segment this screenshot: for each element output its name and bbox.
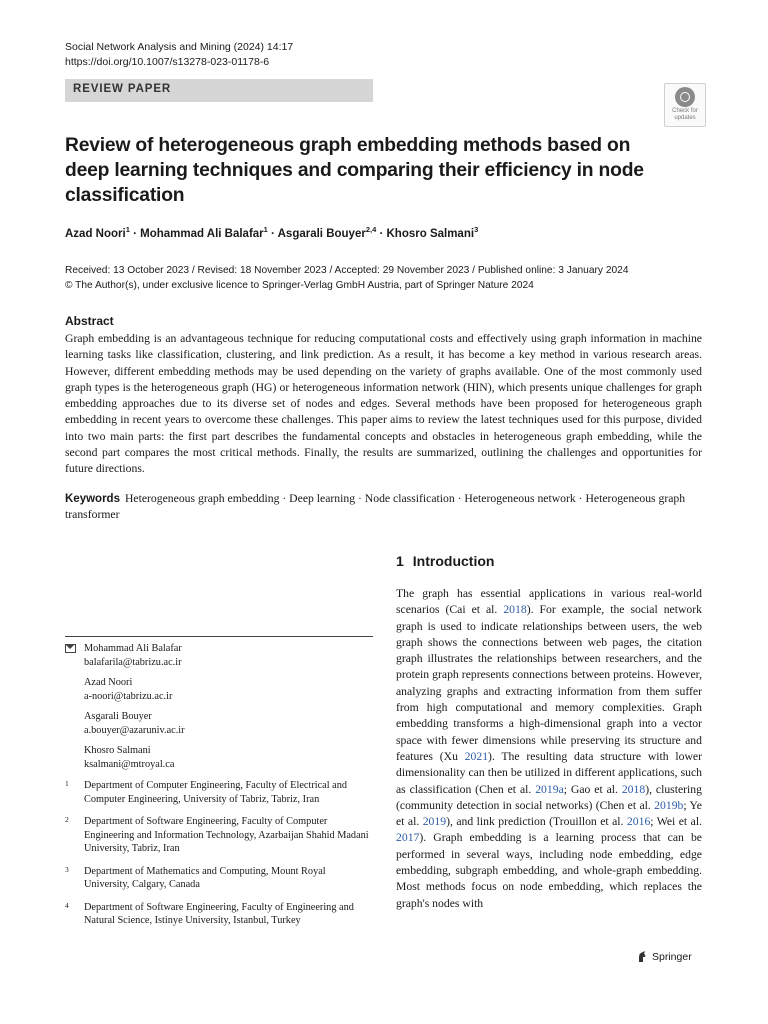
author-list xyxy=(65,225,478,240)
affiliation-text: Department of Software Engineering, Faculty of Computer Engineering and Information Technology, Azarbaijan Shahid Madani University, Tabriz, Iran xyxy=(84,816,369,854)
contact-entry xyxy=(84,642,374,670)
affiliation-entry xyxy=(65,779,373,806)
publication-dates: Received: 13 October 2023 / Revised: 18 November 2023 / Accepted: 29 November 2023 / Published online: 3 January 2024 xyxy=(65,265,629,276)
keywords-heading: Keywords xyxy=(65,493,120,505)
check-updates-line-2: updates xyxy=(674,114,696,121)
journal-citation: Social Network Analysis and Mining (2024) 14:17 xyxy=(65,41,294,53)
affiliation-text: Department of Mathematics and Computing, Mount Royal University, Calgary, Canada xyxy=(84,865,326,890)
doi-link[interactable]: https://doi.org/10.1007/s13278-023-01178-6 xyxy=(65,56,270,68)
journal-header xyxy=(65,40,293,70)
body-text: The graph has essential applications in various real-world scenarios (Cai et al. xyxy=(396,587,702,617)
affiliation-number: 2 xyxy=(65,815,69,824)
body-text: ). The resulting data structure with lower dimensionality can then be utilized in different applications, such as classification (Chen et al. xyxy=(396,749,702,796)
body-text: ), clustering (community detection in social networks) (Chen et al. xyxy=(396,782,702,812)
author-separator: · xyxy=(129,227,141,240)
author-name[interactable]: Azad Noori xyxy=(65,227,126,240)
body-text: ), and link prediction (Trouillon et al. xyxy=(446,815,627,829)
affiliation-number: 1 xyxy=(65,779,69,788)
author-affiliation-mark: 1 xyxy=(263,225,268,234)
contact-name: Asgarali Bouyer xyxy=(84,711,152,722)
citation-link[interactable]: 2016 xyxy=(626,815,651,829)
copyright-line: © The Author(s), under exclusive licence to Springer-Verlag GmbH Austria, part of Springer Nature 2024 xyxy=(65,279,534,291)
check-updates-line-1: Check for xyxy=(672,108,698,114)
author-separator: · xyxy=(376,227,387,240)
introduction-text xyxy=(396,586,702,912)
keywords-block xyxy=(65,491,702,524)
affiliation-text: Department of Software Engineering, Faculty of Engineering and Natural Science, Istinye University, Istanbul, Turkey xyxy=(84,901,354,926)
keywords-text: Heterogeneous graph embedding · Deep learning · Node classification · Heterogeneous network · Heterogeneous graph transformer xyxy=(65,492,686,522)
publication-info xyxy=(65,264,629,293)
affiliation-number: 3 xyxy=(65,864,69,874)
contact-list xyxy=(84,642,374,778)
check-for-updates-badge[interactable] xyxy=(664,83,706,127)
author-name[interactable]: Khosro Salmani xyxy=(386,227,475,240)
abstract-text: Graph embedding is an advantageous technique for reducing computational costs and effectively using graph information in machine learning tasks like classification, clustering, and link prediction. As a result, it has become a key method in various research areas. However, different embedding methods may be used depending on the variety of graphs available. One of the most commonly used graph types is the heterogeneous graph (HG) or heterogeneous information network (HIN), which presents unique challenges for graph embedding approaches due to its diverse set of nodes and edges. Several methods have been proposed for heterogeneous graph embedding in recent years to overcome these challenges. This paper aims to review the latest techniques used for this purpose, divided into two main parts: the first part describes the fundamental concepts and obstacles in heterogeneous graph embedding, while the second part compares the most critical methods. Finally, the results are summarized, outlining the challenges and opportunities for future directions. xyxy=(65,332,702,476)
envelope-icon xyxy=(65,644,76,653)
section-label: REVIEW PAPER xyxy=(73,83,172,95)
citation-link[interactable]: 2018 xyxy=(503,603,527,617)
check-updates-icon xyxy=(675,87,695,107)
contact-entry xyxy=(84,744,374,772)
author-affiliation-mark: 3 xyxy=(474,225,479,234)
publisher-logo xyxy=(637,951,692,963)
contact-entry xyxy=(84,710,374,738)
body-text: ; Wei et al. xyxy=(650,815,702,829)
paper-title: Review of heterogeneous graph embedding methods based on deep learning techniques and comparing their efficiency in node classification xyxy=(65,135,644,206)
citation-link[interactable]: 2021 xyxy=(464,749,489,763)
author-separator: · xyxy=(267,227,278,240)
contact-name: Khosro Salmani xyxy=(84,745,151,756)
citation-link[interactable]: 2017 xyxy=(396,831,420,845)
contact-name: Mohammad Ali Balafar xyxy=(84,643,182,654)
section-number: 1 xyxy=(396,553,404,569)
contact-name: Azad Noori xyxy=(84,677,133,688)
citation-link[interactable]: 2019b xyxy=(654,798,684,812)
contact-email[interactable]: ksalmani@mtroyal.ca xyxy=(84,759,175,770)
author-affiliation-mark: 2,4 xyxy=(365,225,377,234)
section-banner xyxy=(65,79,373,102)
body-text: ; Ye et al. xyxy=(396,798,702,829)
citation-link[interactable]: 2018 xyxy=(621,782,646,796)
affiliation-entry xyxy=(65,901,373,928)
body-text: ). For example, the social network graph is used to indicate relationships between users, the web graph shows the connections between web pages, the citation graph illustrates the relationships between researchers, and the protein graph represents connections between proteins. However, analyzing graphs and extracting information from them suffer from high computational and memory complexities. Graph embedding transforms a high-dimensional graph into a vector space with fewer dimensions while preserving its structure and features (Xu xyxy=(396,603,702,763)
contact-email[interactable]: a-noori@tabrizu.ac.ir xyxy=(84,691,173,702)
footnote-divider xyxy=(65,636,373,637)
affiliation-number: 4 xyxy=(65,900,69,910)
body-text: ; Gao et al. xyxy=(563,782,622,796)
contact-entry xyxy=(84,676,374,704)
section-title: Introduction xyxy=(412,553,495,569)
author-name[interactable]: Asgarali Bouyer xyxy=(277,227,366,240)
author-affiliation-mark: 1 xyxy=(125,225,130,234)
citation-link[interactable]: 2019a xyxy=(535,782,564,796)
contact-email[interactable]: balafarila@tabrizu.ac.ir xyxy=(84,657,182,668)
affiliation-text: Department of Computer Engineering, Faculty of Electrical and Computer Engineering, University of Tabriz, Tabriz, Iran xyxy=(84,780,348,805)
abstract-heading: Abstract xyxy=(65,314,114,328)
affiliation-entry xyxy=(65,815,373,856)
introduction-heading xyxy=(396,553,494,569)
contact-email[interactable]: a.bouyer@azaruniv.ac.ir xyxy=(84,725,185,736)
affiliation-entry xyxy=(65,865,373,892)
publisher-name: Springer xyxy=(652,951,692,963)
body-text: ). Graph embedding is a learning process that can be performed in several ways, including node embedding, edge embedding, subgraph embedding, and whole-graph embedding. Most methods focus on node embedding, which replaces the graph's nodes with xyxy=(396,831,702,910)
author-name[interactable]: Mohammad Ali Balafar xyxy=(140,227,264,240)
springer-horse-icon xyxy=(637,951,647,963)
citation-link[interactable]: 2019 xyxy=(422,815,447,829)
affiliation-list xyxy=(65,779,373,937)
